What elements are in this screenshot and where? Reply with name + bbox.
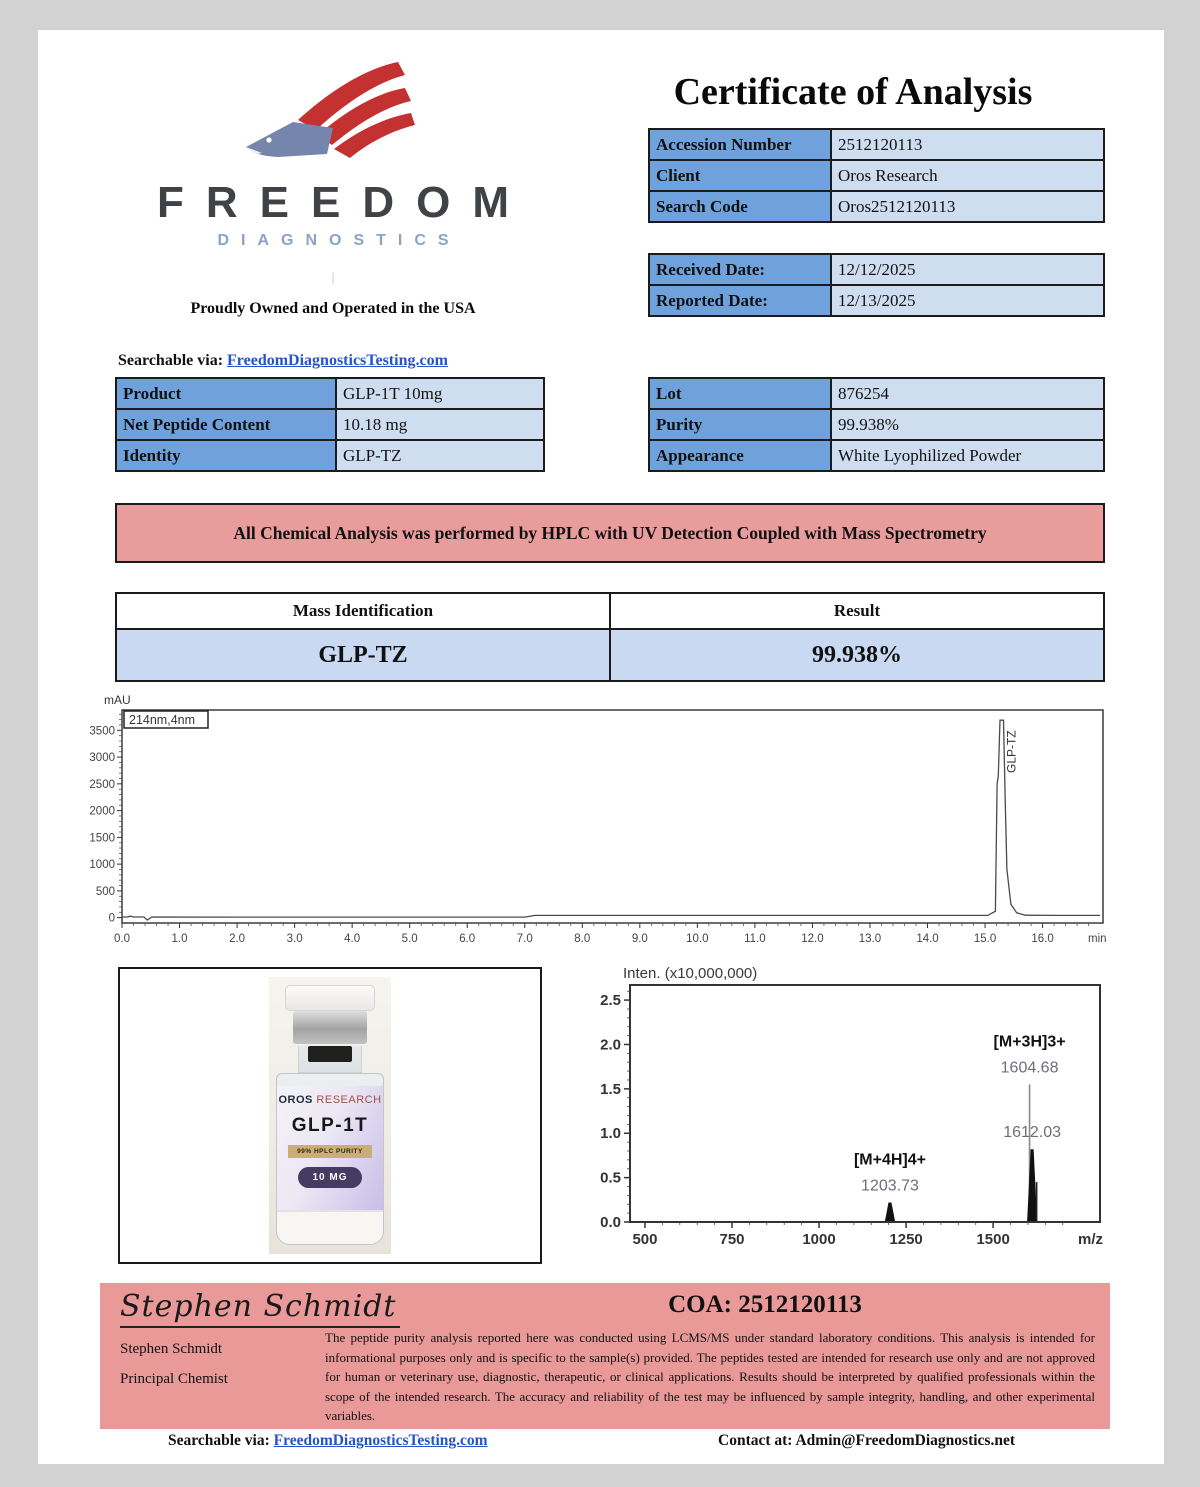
document-page [38, 30, 1164, 1464]
table-value-cell: 10.18 mg [336, 409, 544, 440]
svg-text:1.0: 1.0 [171, 933, 188, 945]
lot-table [648, 377, 1105, 472]
svg-text:1000: 1000 [802, 1231, 836, 1248]
vial-product-name: GLP-1T [291, 1115, 369, 1136]
svg-text:8.0: 8.0 [574, 933, 591, 945]
x-axis-unit: m/z [1078, 1231, 1104, 1248]
svg-text:1250: 1250 [889, 1231, 923, 1248]
header-search-line [118, 352, 1118, 370]
svg-text:2000: 2000 [89, 805, 115, 818]
product-vial-photo [118, 967, 542, 1264]
plot-area [122, 710, 1103, 923]
coa-number: COA: 2512120113 [668, 1291, 862, 1318]
footer-search-link[interactable]: FreedomDiagnosticsTesting.com [273, 1432, 488, 1449]
table-value-cell: 2512120113 [831, 129, 1104, 160]
svg-text:11.0: 11.0 [744, 933, 766, 945]
table-value-cell: 876254 [831, 378, 1104, 409]
result-header: Result [610, 593, 1104, 629]
table-value-cell: White Lyophilized Powder [831, 440, 1104, 471]
svg-text:750: 750 [719, 1231, 745, 1248]
svg-text:3500: 3500 [89, 725, 115, 738]
peak-mz-label: 1604.68 [1000, 1059, 1059, 1077]
vial-brand-secondary: RESEARCH [316, 1094, 382, 1106]
table-value-cell: 12/13/2025 [831, 285, 1104, 316]
signature-script: Stephen Schmidt [120, 1289, 400, 1328]
signature-block [100, 1283, 1110, 1429]
svg-text:2.5: 2.5 [600, 992, 621, 1010]
table-label-cell: Lot [649, 378, 831, 409]
search-label: Searchable via: [118, 352, 224, 369]
svg-text:0.5: 0.5 [600, 1169, 621, 1187]
svg-text:1000: 1000 [89, 859, 115, 872]
vial-neck [298, 1046, 362, 1073]
vial-brand-primary: OROS [278, 1094, 313, 1106]
page-title: Certificate of Analysis [673, 71, 1033, 113]
table-value-cell: 99.938% [831, 409, 1104, 440]
vial-powder [277, 1211, 383, 1244]
vial-stopper [308, 1046, 352, 1062]
table-label-cell: Reported Date: [649, 285, 831, 316]
svg-text:15.0: 15.0 [973, 933, 997, 945]
svg-text:2.0: 2.0 [600, 1036, 621, 1054]
logo-divider: | [331, 269, 335, 284]
table-value-cell: GLP-TZ [336, 440, 544, 471]
svg-text:14.0: 14.0 [916, 933, 939, 945]
brand-subtitle: DIAGNOSTICS [217, 232, 461, 249]
vial-photo-backdrop [269, 977, 391, 1254]
search-link[interactable]: FreedomDiagnosticsTesting.com [227, 352, 448, 369]
svg-text:3.0: 3.0 [286, 933, 303, 945]
footer-contact: Contact at: Admin@FreedomDiagnostics.net [718, 1432, 1015, 1449]
table-label-cell: Appearance [649, 440, 831, 471]
footer-search-line [168, 1432, 488, 1450]
vial-crimp [293, 1011, 367, 1044]
table-label-cell: Net Peptide Content [116, 409, 336, 440]
peak-mz-label: 1203.73 [861, 1177, 919, 1195]
svg-text:500: 500 [95, 885, 115, 898]
svg-text:500: 500 [632, 1231, 658, 1248]
svg-text:9.0: 9.0 [631, 933, 648, 945]
vial-label [277, 1086, 383, 1210]
table-label-cell: Purity [649, 409, 831, 440]
mass-id-header: Mass Identification [116, 593, 610, 629]
peak-annotation: [M+3H]3+ [993, 1033, 1066, 1051]
result-value: 99.938% [610, 629, 1104, 681]
vial-cap [285, 985, 375, 1011]
mass-spectrum [583, 965, 1108, 1275]
table-label-cell: Client [649, 160, 831, 191]
svg-text:1.0: 1.0 [600, 1125, 621, 1143]
table-label-cell: Product [116, 378, 336, 409]
svg-text:5.0: 5.0 [401, 933, 418, 945]
table-label-cell: Identity [116, 440, 336, 471]
mass-spectrum-plot [583, 965, 1108, 1275]
peak-label: GLP-TZ [1004, 730, 1019, 773]
svg-text:1500: 1500 [89, 832, 115, 845]
svg-text:10.0: 10.0 [686, 933, 709, 945]
wavelength-label: 214nm,4nm [129, 713, 196, 727]
svg-text:2.0: 2.0 [229, 933, 246, 945]
analysis-method-banner: All Chemical Analysis was performed by HPLC with UV Detection Coupled with Mass Spectrometry [115, 503, 1105, 563]
table-value-cell: Oros2512120113 [831, 191, 1104, 222]
mass-id-value: GLP-TZ [116, 629, 610, 681]
svg-text:12.0: 12.0 [801, 933, 824, 945]
table-label-cell: Search Code [649, 191, 831, 222]
dates-table [648, 253, 1105, 317]
svg-text:13.0: 13.0 [858, 933, 882, 945]
brand-name: FREEDOM [157, 178, 531, 227]
vial-body [276, 1073, 384, 1245]
vial-mg-badge: 10 MG [298, 1167, 361, 1188]
chromatogram-plot [78, 693, 1113, 958]
chemist-name: Stephen Schmidt [120, 1341, 223, 1357]
svg-text:1500: 1500 [976, 1231, 1010, 1248]
eagle-flag-logo-icon [238, 58, 428, 176]
svg-text:7.0: 7.0 [516, 933, 533, 945]
peak-mz-label: 1612.03 [1003, 1124, 1062, 1142]
accession-table [648, 128, 1105, 223]
chemist-role: Principal Chemist [120, 1371, 228, 1387]
svg-text:4.0: 4.0 [344, 933, 361, 945]
vial-purity-band: 99% HPLC PURITY [288, 1145, 372, 1158]
svg-text:2500: 2500 [89, 778, 115, 791]
table-value-cell: 12/12/2025 [831, 254, 1104, 285]
svg-text:0: 0 [108, 912, 115, 925]
svg-text:0.0: 0.0 [600, 1214, 621, 1231]
x-axis-unit: min [1088, 933, 1107, 945]
hplc-chromatogram [78, 693, 1113, 958]
tagline: Proudly Owned and Operated in the USA [190, 300, 476, 317]
disclaimer-text: The peptide purity analysis reported here was conducted using LCMS/MS under standard laboratory conditions. This analysis is intended for informational purposes only and is specific to the sample(s) provided. The peptides tested are intended for research use only and are not approved for human or veterinary use, diagnostic, therapeutic, or clinical applications. Results should be interpreted by qualified professionals within the scope of the intended research. The accuracy and reliability of the test may be influenced by sample integrity, handling, and other experimental variables. [325, 1330, 1095, 1423]
table-value-cell: GLP-1T 10mg [336, 378, 544, 409]
svg-text:6.0: 6.0 [459, 933, 476, 945]
table-label-cell: Received Date: [649, 254, 831, 285]
logo-block [98, 58, 568, 318]
y-axis-unit: Inten. (x10,000,000) [623, 965, 758, 982]
product-table [115, 377, 545, 472]
vial-brand [277, 1094, 383, 1106]
svg-text:0.0: 0.0 [114, 933, 130, 945]
svg-text:3000: 3000 [89, 752, 115, 765]
footer-search-label: Searchable via: [168, 1432, 270, 1449]
y-axis-unit: mAU [104, 693, 131, 707]
peak-annotation: [M+4H]4+ [853, 1151, 926, 1169]
svg-text:1.5: 1.5 [600, 1080, 621, 1098]
svg-text:16.0: 16.0 [1031, 933, 1054, 945]
mass-identification-table [115, 592, 1105, 682]
table-value-cell: Oros Research [831, 160, 1104, 191]
table-label-cell: Accession Number [649, 129, 831, 160]
